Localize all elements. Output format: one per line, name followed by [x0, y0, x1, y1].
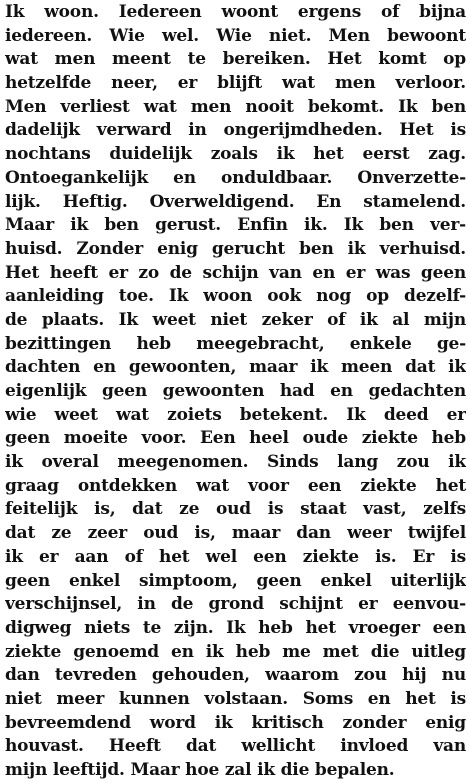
text-line: aanleiding toe. Ik woon ook nog op dezelf- — [5, 286, 466, 307]
text-line: Ontoegankelijk en onduldbaar. Onverzette- — [5, 167, 466, 188]
text-line: Het heeft er zo de schijn van en er was geen — [5, 262, 466, 283]
text-line: huisd. Zonder enig gerucht ben ik verhuisd. — [5, 238, 466, 259]
text-line: wat men meent te bereiken. Het komt op — [5, 49, 466, 70]
text-line: graag ontdekken wat voor een ziekte het — [5, 475, 466, 496]
text-line: eigenlijk geen gewoonten had en gedachten — [5, 381, 466, 401]
text-line: dan tevreden gehouden, waarom zou hij nu — [5, 665, 466, 686]
text-line: dadelijk verward in ongerijmdheden. Het is — [5, 120, 466, 141]
text-line: dat ze zeer oud is, maar dan weer twijfel — [5, 523, 466, 544]
text-line: bezittingen heb meegebracht, enkele ge- — [5, 333, 466, 354]
text-line: Ik woon. Iedereen woont ergens of bijna — [5, 2, 466, 22]
text-line: iedereen. Wie wel. Wie niet. Men bewoont — [5, 25, 466, 46]
text-line: geen moeite voor. Een heel oude ziekte heb — [5, 428, 466, 449]
text-line: niet meer kunnen volstaan. Soms en het is — [5, 688, 466, 709]
text-line: Maar ik ben gerust. Enfin ik. Ik ben ver- — [5, 215, 466, 236]
text-line: digweg niets te zijn. Ik heb het vroeger een — [5, 617, 466, 638]
text-line: hetzelfde neer, er blijft wat men verloor. — [5, 73, 466, 94]
text-line: Men verliest wat men nooit bekomt. Ik ben — [5, 96, 466, 117]
text-line: bevreemdend word ik kritisch zonder enig — [5, 712, 466, 733]
text-line: dachten en gewoonten, maar ik meen dat ik — [5, 357, 466, 378]
text-line: wie weet wat zoiets betekent. Ik deed er — [5, 404, 466, 425]
text-line: ziekte genoemd en ik heb me met die uitleg — [5, 641, 466, 662]
text-line: nochtans duidelijk zoals ik het eerst zag. — [5, 144, 466, 165]
text-line: geen enkel simptoom, geen enkel uiterlijk — [5, 570, 466, 591]
text-line: de plaats. Ik weet niet zeker of ik al mijn — [5, 309, 466, 330]
text-line: ik overal meegenomen. Sinds lang zou ik — [5, 452, 466, 473]
text-line: lijk. Heftig. Overweldigend. En stamelend. — [5, 191, 466, 212]
text-line: feitelijk is, dat ze oud is staat vast, zelfs — [5, 499, 466, 520]
text-line: mijn leeftijd. Maar hoe zal ik die bepalen. — [5, 760, 395, 780]
text-line: verschijnsel, in de grond schijnt er eenvou- — [5, 594, 466, 615]
text-line: ik er aan of het wel een ziekte is. Er is — [5, 546, 466, 567]
text-line: houvast. Heeft dat wellicht invloed van — [5, 736, 466, 757]
